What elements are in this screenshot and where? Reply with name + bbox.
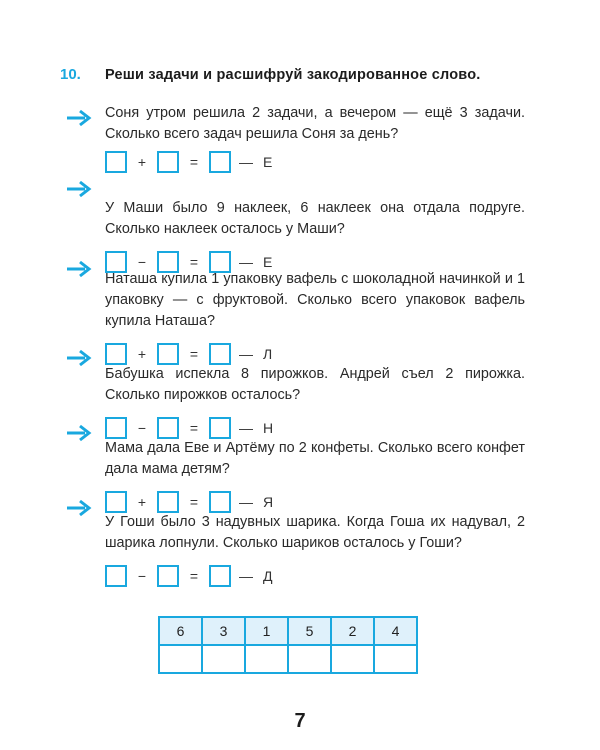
arrow-right-icon bbox=[66, 349, 92, 367]
answer-box[interactable] bbox=[157, 343, 179, 365]
problem-text: У Гоши было 3 надувных шарика. Когда Гоша их надувал, 2 шарика лопнули. Сколько шариков осталось у Гоши? bbox=[105, 514, 525, 551]
answer-table-letter-cell[interactable] bbox=[288, 645, 331, 673]
answer-box[interactable] bbox=[209, 151, 231, 173]
answer-box[interactable] bbox=[157, 417, 179, 439]
answer-table-number: 4 bbox=[374, 617, 417, 645]
answer-table-letter-cell[interactable] bbox=[245, 645, 288, 673]
problem-6 bbox=[105, 512, 525, 589]
answer-box[interactable] bbox=[209, 417, 231, 439]
answer-table-number: 5 bbox=[288, 617, 331, 645]
equals-sign: = bbox=[189, 346, 199, 362]
answer-box[interactable] bbox=[105, 151, 127, 173]
problem-text: У Маши было 9 наклеек, 6 наклеек она отдала подруге. Сколько наклеек осталось у Маши? bbox=[105, 200, 525, 237]
problem-text: Наташа купила 1 упаковку вафель с шоколадной начинкой и 1 упаковку — с фруктовой. Сколько всего упаковок вафель купила Наташа? bbox=[105, 271, 525, 329]
answer-table-letter-cell[interactable] bbox=[331, 645, 374, 673]
answer-box[interactable] bbox=[105, 343, 127, 365]
answer-box[interactable] bbox=[209, 491, 231, 513]
operator: − bbox=[137, 254, 147, 270]
code-letter: Я bbox=[263, 494, 274, 510]
dash: — bbox=[239, 154, 253, 170]
answer-table-letter-cell[interactable] bbox=[159, 645, 202, 673]
problem-1 bbox=[105, 103, 525, 175]
dash: — bbox=[239, 254, 253, 270]
equals-sign: = bbox=[189, 568, 199, 584]
task-title: Реши задачи и расшифруй закодированное слово. bbox=[105, 67, 481, 83]
answer-box[interactable] bbox=[157, 491, 179, 513]
problem-3 bbox=[105, 269, 525, 367]
operator: + bbox=[137, 346, 147, 362]
dash: — bbox=[239, 346, 253, 362]
problem-text: Мама дала Еве и Артёму по 2 конфеты. Сколько всего конфет дала мама детям? bbox=[105, 440, 525, 477]
dash: — bbox=[239, 420, 253, 436]
answer-box[interactable] bbox=[105, 417, 127, 439]
equals-sign: = bbox=[189, 494, 199, 510]
answer-table bbox=[158, 616, 418, 674]
answer-box[interactable] bbox=[105, 491, 127, 513]
task-header bbox=[60, 66, 481, 83]
arrow-right-icon bbox=[66, 109, 92, 127]
answer-box[interactable] bbox=[209, 565, 231, 587]
code-letter: Е bbox=[263, 254, 273, 270]
task-number: 10. bbox=[60, 66, 81, 83]
answer-box[interactable] bbox=[209, 343, 231, 365]
code-letter: Л bbox=[263, 346, 273, 362]
answer-table-number: 2 bbox=[331, 617, 374, 645]
equals-sign: = bbox=[189, 420, 199, 436]
answer-box[interactable] bbox=[157, 151, 179, 173]
answer-table-letter-cell[interactable] bbox=[202, 645, 245, 673]
code-letter: Н bbox=[263, 420, 274, 436]
answer-table-numbers-row bbox=[159, 617, 417, 645]
answer-table-letter-cell[interactable] bbox=[374, 645, 417, 673]
operator: + bbox=[137, 494, 147, 510]
equation-row bbox=[105, 149, 525, 175]
problem-2 bbox=[105, 198, 525, 275]
equals-sign: = bbox=[189, 254, 199, 270]
page-number: 7 bbox=[294, 710, 306, 732]
problem-4 bbox=[105, 364, 525, 441]
arrow-right-icon bbox=[66, 180, 92, 198]
answer-box[interactable] bbox=[157, 565, 179, 587]
equation-row bbox=[105, 563, 525, 589]
answer-box[interactable] bbox=[105, 565, 127, 587]
arrow-right-icon bbox=[66, 424, 92, 442]
operator: + bbox=[137, 154, 147, 170]
dash: — bbox=[239, 494, 253, 510]
equals-sign: = bbox=[189, 154, 199, 170]
code-letter: Е bbox=[263, 154, 273, 170]
problem-text: Бабушка испекла 8 пирожков. Андрей съел 2 пирожка. Сколько пирожков осталось? bbox=[105, 366, 525, 403]
answer-table-number: 3 bbox=[202, 617, 245, 645]
dash: — bbox=[239, 568, 253, 584]
answer-table-letters-row bbox=[159, 645, 417, 673]
operator: − bbox=[137, 568, 147, 584]
operator: − bbox=[137, 420, 147, 436]
arrow-right-icon bbox=[66, 499, 92, 517]
arrow-right-icon bbox=[66, 260, 92, 278]
code-letter: Д bbox=[263, 568, 273, 584]
problem-text: Соня утром решила 2 задачи, а вечером — ещё 3 задачи. Сколько всего задач решила Соня за день? bbox=[105, 105, 525, 142]
problem-5 bbox=[105, 438, 525, 515]
answer-table-number: 6 bbox=[159, 617, 202, 645]
answer-table-number: 1 bbox=[245, 617, 288, 645]
